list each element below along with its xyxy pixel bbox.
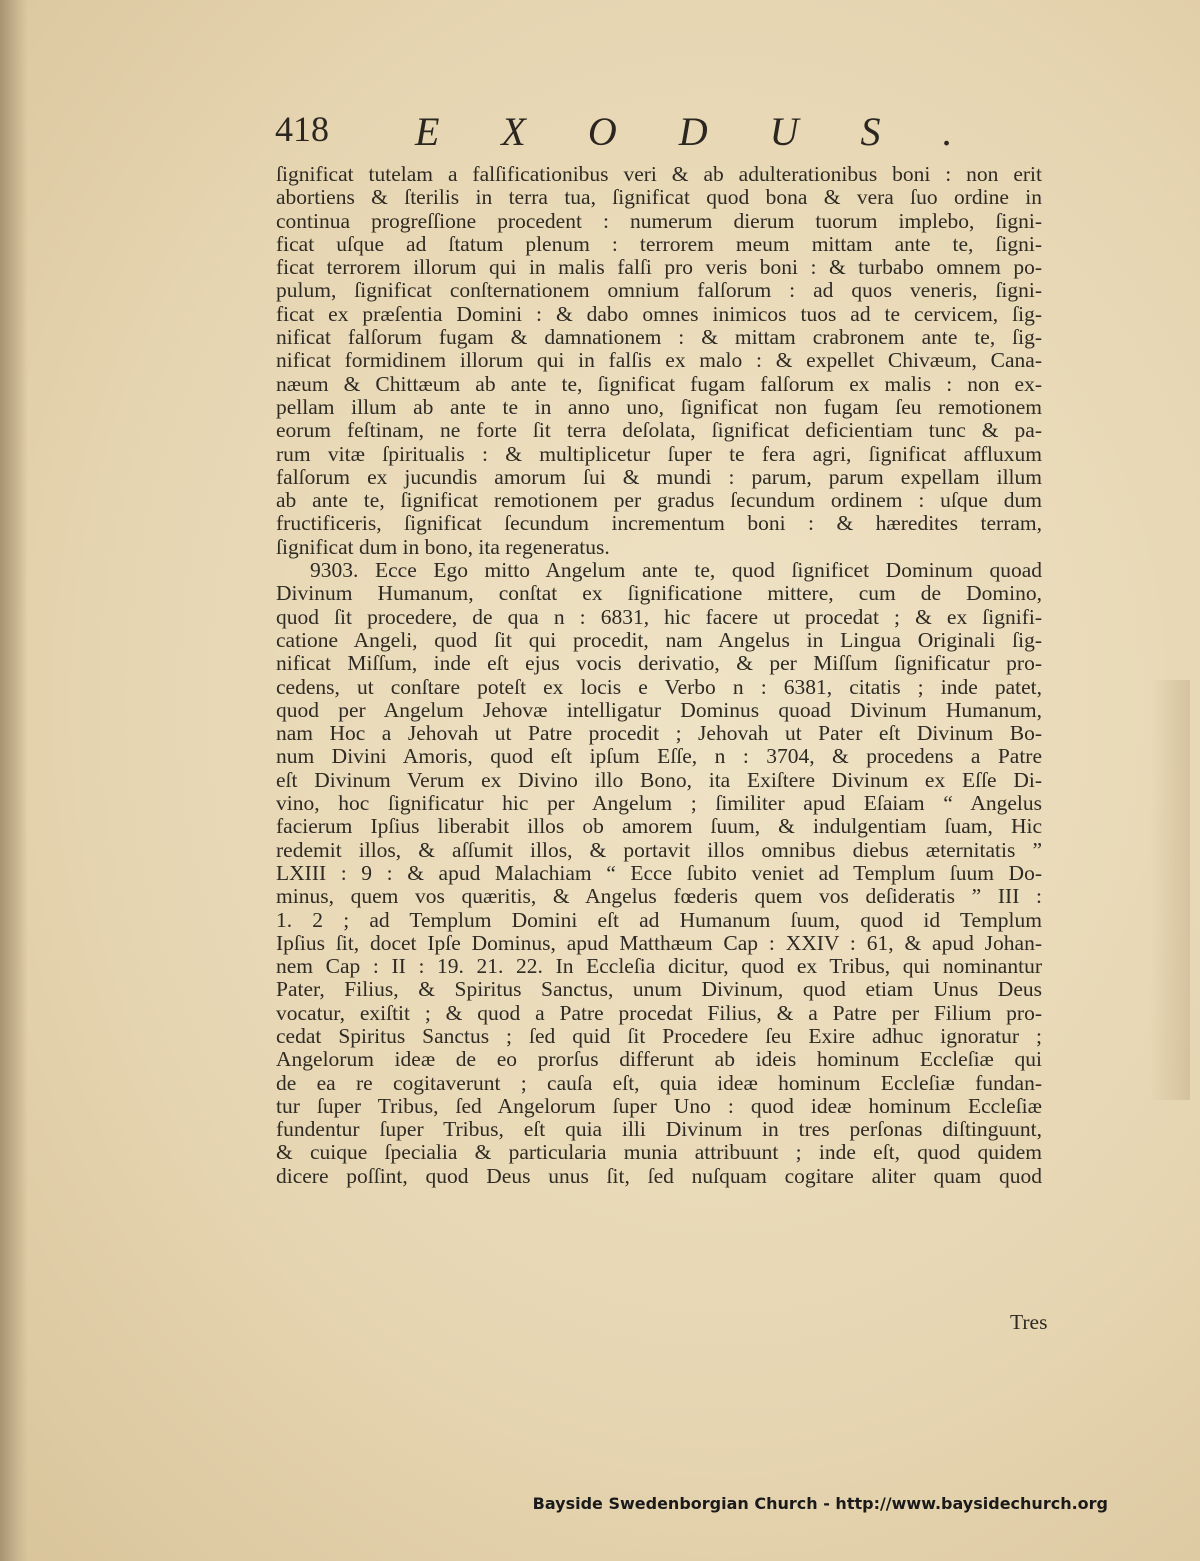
text-line: num Divini Amoris, quod eſt ipſum Eſſe, n : 3704, & procedens a Patre — [276, 744, 1042, 769]
text-line: dicere poſſint, quod Deus unus ſit, ſed nuſquam cogitare aliter quam quod — [276, 1163, 1042, 1188]
text-line: fundentur ſuper Tribus, eſt quia illi Divinum in tres perſonas diſtinguunt, — [276, 1117, 1042, 1142]
text-line: continua progreſſione procedent : numerum dierum tuorum implebo, ſigni- — [276, 208, 1042, 233]
text-line: tur ſuper Tribus, ſed Angelorum ſuper Uno : quod ideæ hominum Eccleſiæ — [276, 1093, 1042, 1118]
catchword: Tres — [1010, 1310, 1048, 1334]
text-line: Angelorum ideæ de eo prorſus differunt ab ideis hominum Eccleſiæ qui — [276, 1047, 1042, 1072]
text-line: redemit illos, & aſſumit illos, & portavit illos omnibus diebus æternitatis ” — [276, 837, 1042, 862]
page-number: 418 — [275, 109, 329, 149]
page-header — [275, 108, 1045, 158]
page-gutter-shadow — [0, 0, 28, 1561]
text-line: nificat formidinem illorum qui in falſis ex malo : & expellet Chivæum, Cana- — [276, 348, 1042, 373]
text-line: ab ante te, ſignificat remotionem per gradus ſecundum ordinem : uſque dum — [276, 488, 1042, 513]
text-line: pulum, ſignificat conſternationem omnium falſorum : ad quos veneris, ſigni- — [276, 278, 1042, 303]
text-line: ficat uſque ad ſtatum plenum : terrorem meum mittam ante te, ſigni- — [276, 231, 1042, 256]
text-line: eorum feſtinam, ne forte ſit terra deſolata, ſignificat deficientiam tunc & pa- — [276, 418, 1042, 443]
body-text — [276, 163, 1042, 1188]
text-line: ſignificat tutelam a falſificationibus veri & ab adulterationibus boni : non erit — [276, 162, 1042, 186]
running-title: EXODUS. — [415, 109, 1015, 154]
text-line: Pater, Filius, & Spiritus Sanctus, unum Divinum, quod etiam Unus Deus — [276, 977, 1042, 1002]
text-line: pellam illum ab ante te in anno uno, ſignificat non fugam ſeu remotionem — [276, 394, 1042, 419]
text-line: næum & Chittæum ab ante te, ſignificat fugam falſorum ex malis : non ex- — [276, 371, 1042, 396]
text-line: 1. 2 ; ad Templum Domini eſt ad Humanum ſuum, quod id Templum — [276, 907, 1042, 932]
paragraph-start-line: 9303. Ecce Ego mitto Angelum ante te, quod ſignificet Dominum quoad — [310, 558, 1042, 583]
text-line: ſignificat dum in bono, ita regeneratus. — [276, 534, 610, 559]
text-line: catione Angeli, quod ſit qui procedit, nam Angelus in Lingua Originali ſig- — [276, 627, 1042, 652]
text-line: quod ſit procedere, de qua n : 6831, hic facere ut procedat ; & ex ſignifi- — [276, 604, 1042, 629]
text-line: falſorum ex jucundis amorum ſui & mundi : parum, parum expellam illum — [276, 464, 1042, 489]
text-line: nem Cap : II : 19. 21. 22. In Eccleſia dicitur, quod ex Tribus, qui nominantur — [276, 954, 1042, 979]
text-line: eſt Divinum Verum ex Divino illo Bono, ita Exiſtere Divinum ex Eſſe Di- — [276, 767, 1042, 792]
text-line: nificat Miſſum, inde eſt ejus vocis derivatio, & per Miſſum ſignificatur pro- — [276, 651, 1042, 676]
text-line: vino, hoc ſignificatur hic per Angelum ; ſimiliter apud Eſaiam “ Angelus — [276, 791, 1042, 816]
text-line: cedat Spiritus Sanctus ; ſed quid ſit Procedere ſeu Exire adhuc ignoratur ; — [276, 1023, 1042, 1048]
text-line: abortiens & ſterilis in terra tua, ſignificat quod bona & vera ſuo ordine in — [276, 185, 1042, 210]
text-line: cedens, ut conſtare poteſt ex locis e Verbo n : 6381, citatis ; inde patet, — [276, 674, 1042, 699]
text-line: fructificeris, ſignificat ſecundum incrementum boni : & hæredites terram, — [276, 511, 1042, 536]
text-line: vocatur, exiſtit ; & quod a Patre procedat Filius, & a Patre per Filium pro- — [276, 1000, 1042, 1025]
text-line: facierum Ipſius liberabit illos ob amorem ſuum, & indulgentiam ſuam, Hic — [276, 814, 1042, 839]
paper-stain — [1150, 680, 1190, 1100]
text-line: ficat ex præſentia Domini : & dabo omnes inimicos tuos ad te cervicem, ſig- — [276, 301, 1042, 326]
text-line: Divinum Humanum, conſtat ex ſignificatione mittere, cum de Domino, — [276, 581, 1042, 606]
text-line: LXIII : 9 : & apud Malachiam “ Ecce ſubito veniet ad Templum ſuum Do- — [276, 860, 1042, 885]
text-line: nificat falſorum fugam & damnationem : & mittam crabronem ante te, ſig- — [276, 325, 1042, 350]
text-line: minus, quem vos quæritis, & Angelus fœderis quem vos deſideratis ” III : — [276, 884, 1042, 909]
website-watermark: Bayside Swedenborgian Church - http://www.baysidechurch.org — [532, 1494, 1108, 1513]
text-line: ficat terrorem illorum qui in malis falſi pro veris boni : & turbabo omnem po- — [276, 255, 1042, 280]
text-line: & cuique ſpecialia & particularia munia attribuunt ; inde eſt, quod quidem — [276, 1140, 1042, 1165]
text-line: quod per Angelum Jehovæ intelligatur Dominus quoad Divinum Humanum, — [276, 697, 1042, 722]
text-line: Ipſius ſit, docet Ipſe Dominus, apud Matthæum Cap : XXIV : 61, & apud Johan- — [276, 930, 1042, 955]
text-line: de ea re cogitaverunt ; cauſa eſt, quia ideæ hominum Eccleſiæ fundan- — [276, 1070, 1042, 1095]
text-line: rum vitæ ſpiritualis : & multiplicetur ſuper te fera agri, ſignificat affluxum — [276, 441, 1042, 466]
text-line: nam Hoc a Jehovah ut Patre procedit ; Jehovah ut Pater eſt Divinum Bo- — [276, 721, 1042, 746]
